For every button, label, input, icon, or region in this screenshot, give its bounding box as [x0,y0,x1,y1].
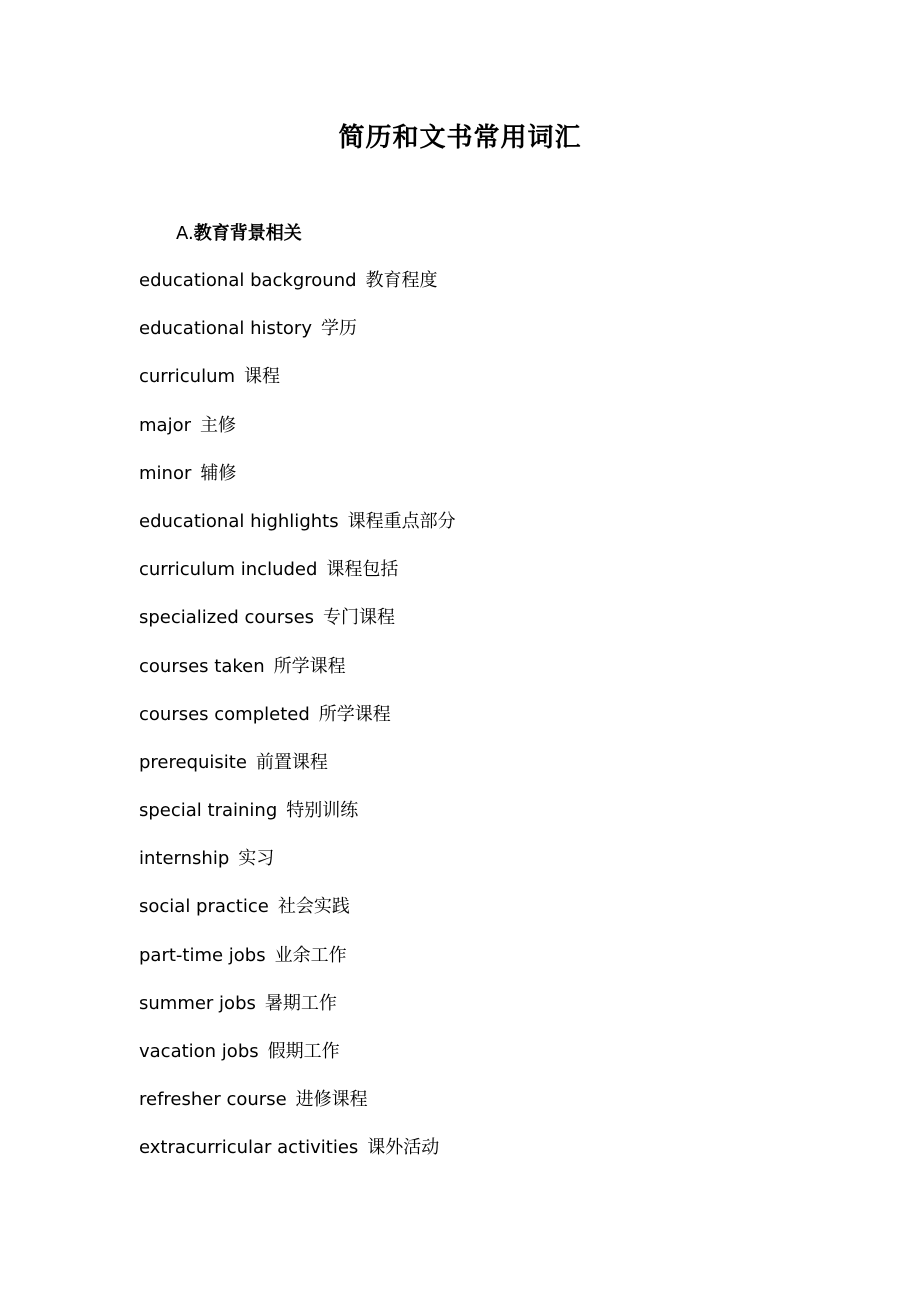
document-title: 简历和文书常用词汇 [338,123,582,153]
vocabulary-entry [139,990,456,1038]
chinese-term: 教育程度 [365,270,438,291]
chinese-term: 进修课程 [295,1089,368,1111]
english-term: summer jobs [139,992,256,1014]
vocabulary-entry [139,460,456,508]
chinese-term: 所学课程 [273,655,346,677]
vocabulary-entry [139,315,456,363]
vocabulary-entry [139,267,456,315]
section-heading [176,220,302,248]
english-term: prerequisite [139,751,247,773]
vocabulary-entry [139,604,456,652]
chinese-term: 学历 [320,318,357,340]
section-letter: A. [176,223,194,244]
chinese-term: 课程 [244,366,281,388]
english-term: courses taken [139,655,265,677]
english-term: educational background [139,270,357,291]
english-term: special training [139,800,278,822]
chinese-term: 特别训练 [286,800,359,822]
chinese-term: 专门课程 [323,607,396,629]
english-term: minor [139,462,192,484]
chinese-term: 社会实践 [277,896,350,918]
vocabulary-entry [139,1086,456,1134]
english-term: major [139,414,191,436]
english-term: specialized courses [139,607,315,629]
vocabulary-entry [139,556,456,604]
chinese-term: 暑期工作 [264,992,337,1014]
chinese-term: 假期工作 [267,1041,340,1062]
vocabulary-entry [139,701,456,749]
english-term: educational history [139,318,312,340]
english-term: refresher course [139,1089,287,1111]
english-term: curriculum [139,366,236,388]
vocabulary-entry [139,893,456,941]
english-term: part-time jobs [139,944,266,966]
vocabulary-entry [139,1038,456,1086]
vocabulary-entry [139,845,456,893]
chinese-term: 主修 [199,414,236,436]
section-heading-text: 教育背景相关 [193,223,302,244]
chinese-term: 所学课程 [318,703,391,725]
english-term: vacation jobs [139,1041,259,1062]
chinese-term: 前置课程 [255,751,328,773]
vocabulary-entry [139,363,456,411]
vocabulary-entry [139,797,456,845]
chinese-term: 辅修 [200,462,237,484]
vocabulary-list [139,267,456,1183]
vocabulary-entry [139,412,456,460]
chinese-term: 课程重点部分 [347,510,456,532]
english-term: social practice [139,896,269,918]
chinese-term: 实习 [238,848,275,870]
english-term: internship [139,848,230,870]
chinese-term: 课外活动 [367,1137,440,1159]
chinese-term: 课程包括 [326,559,399,581]
vocabulary-entry [139,508,456,556]
english-term: courses completed [139,703,310,725]
english-term: extracurricular activities [139,1137,359,1159]
chinese-term: 业余工作 [274,944,347,966]
vocabulary-entry [139,653,456,701]
vocabulary-entry [139,1134,456,1182]
vocabulary-entry [139,749,456,797]
english-term: curriculum included [139,559,318,581]
english-term: educational highlights [139,510,339,532]
vocabulary-entry [139,942,456,990]
